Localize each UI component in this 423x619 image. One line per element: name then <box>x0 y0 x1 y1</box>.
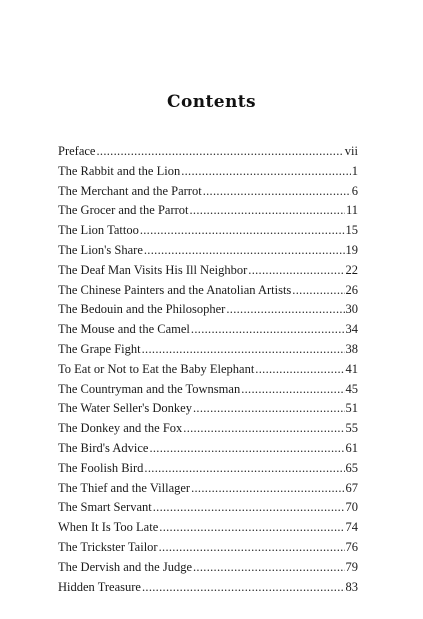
toc-entry <box>58 221 358 241</box>
toc-entry-page: 41 <box>345 361 358 376</box>
toc-entry-title: The Mouse and the Camel <box>58 322 190 337</box>
toc-entry-title: The Smart Servant <box>58 500 152 515</box>
toc-entry <box>58 479 358 499</box>
toc-entry <box>58 201 358 221</box>
toc-entry <box>58 241 358 261</box>
toc-entry-title: The Trickster Tailor <box>58 539 158 554</box>
toc-entry <box>58 380 358 400</box>
toc-entry <box>58 459 358 479</box>
toc-entry-title: Preface <box>58 144 96 158</box>
toc-entry-page: 55 <box>345 421 358 436</box>
toc-entry <box>58 538 358 558</box>
dot-leader <box>241 380 344 400</box>
toc-entry-page: 79 <box>345 559 358 574</box>
toc-entry-title: The Thief and the Villager <box>58 480 191 495</box>
toc-entry-title: The Bedouin and the Philosopher <box>58 302 226 317</box>
toc-entry <box>58 518 358 538</box>
toc-entry-title: Hidden Treasure <box>58 579 141 594</box>
toc-entry <box>58 142 358 162</box>
toc-entry-page: 45 <box>345 381 358 396</box>
dot-leader <box>140 221 345 241</box>
toc-entry <box>58 281 358 301</box>
toc-entry-title: The Merchant and the Parrot <box>58 183 202 198</box>
toc-entry-title: The Dervish and the Judge <box>58 559 192 574</box>
toc-entry-page: 51 <box>345 401 358 416</box>
toc-entry-page: 76 <box>345 539 358 554</box>
toc-entry-page: 15 <box>345 223 358 238</box>
dot-leader <box>149 439 344 459</box>
toc-entry-title: The Grape Fight <box>58 341 141 356</box>
dot-leader <box>159 518 344 538</box>
toc-entry-page: 61 <box>345 440 358 455</box>
toc-entry-page: 34 <box>345 322 358 337</box>
toc-entry-page: 38 <box>345 341 358 356</box>
toc-entry <box>58 300 358 320</box>
toc-entry-page: 1 <box>351 163 358 178</box>
dot-leader <box>159 538 345 558</box>
toc-entry <box>58 558 358 578</box>
dot-leader <box>142 578 345 598</box>
toc-entry-title: The Water Seller's Donkey <box>58 401 192 416</box>
dot-leader <box>191 320 345 340</box>
toc-entry-title: The Grocer and the Parrot <box>58 203 189 218</box>
toc-entry <box>58 419 358 439</box>
toc-entry-title: The Rabbit and the Lion <box>58 163 181 178</box>
toc-entry-page: vii <box>344 144 358 158</box>
toc-entry <box>58 498 358 518</box>
toc-entry-title: To Eat or Not to Eat the Baby Elephant <box>58 361 255 376</box>
toc-entry-title: The Bird's Advice <box>58 440 149 455</box>
dot-leader <box>144 241 345 261</box>
toc-entry <box>58 399 358 419</box>
toc-entry-page: 22 <box>345 262 358 277</box>
dot-leader <box>226 300 344 320</box>
toc-entry <box>58 182 358 202</box>
toc-entry-title: The Deaf Man Visits His Ill Neighbor <box>58 262 248 277</box>
dot-leader <box>144 459 344 479</box>
toc-entry <box>58 320 358 340</box>
dot-leader <box>248 261 344 281</box>
dot-leader <box>142 340 345 360</box>
page-title: Contents <box>167 92 256 112</box>
toc-entry-page: 19 <box>345 242 358 257</box>
toc-entry-title: The Donkey and the Fox <box>58 421 183 436</box>
toc-entry-title: The Countryman and the Townsman <box>58 381 241 396</box>
dot-leader <box>190 201 345 221</box>
toc-entry-title: The Lion Tattoo <box>58 223 139 238</box>
toc-entry-page: 65 <box>345 460 358 475</box>
toc-entry <box>58 261 358 281</box>
toc-entry <box>58 439 358 459</box>
toc-entry-page: 26 <box>345 282 358 297</box>
dot-leader <box>255 360 344 380</box>
table-of-contents <box>58 142 358 597</box>
toc-entry <box>58 340 358 360</box>
dot-leader <box>203 182 351 202</box>
toc-entry-page: 74 <box>345 520 358 535</box>
toc-entry-page: 70 <box>345 500 358 515</box>
dot-leader <box>292 281 344 301</box>
toc-entry-page: 83 <box>345 579 358 594</box>
toc-entry <box>58 360 358 380</box>
dot-leader <box>193 399 345 419</box>
toc-entry <box>58 578 358 598</box>
dot-leader <box>96 142 343 162</box>
dot-leader <box>191 479 344 499</box>
toc-entry-title: The Foolish Bird <box>58 460 144 475</box>
toc-entry-title: The Chinese Painters and the Anatolian Artists <box>58 282 292 297</box>
toc-entry-page: 30 <box>345 302 358 317</box>
toc-entry-page: 11 <box>345 203 358 218</box>
toc-entry-page: 67 <box>345 480 358 495</box>
dot-leader <box>193 558 345 578</box>
dot-leader <box>183 419 344 439</box>
dot-leader <box>181 162 351 182</box>
toc-entry <box>58 162 358 182</box>
toc-entry-page: 6 <box>351 183 358 198</box>
toc-entry-title: The Lion's Share <box>58 242 143 257</box>
dot-leader <box>153 498 345 518</box>
toc-entry-title: When It Is Too Late <box>58 520 159 535</box>
